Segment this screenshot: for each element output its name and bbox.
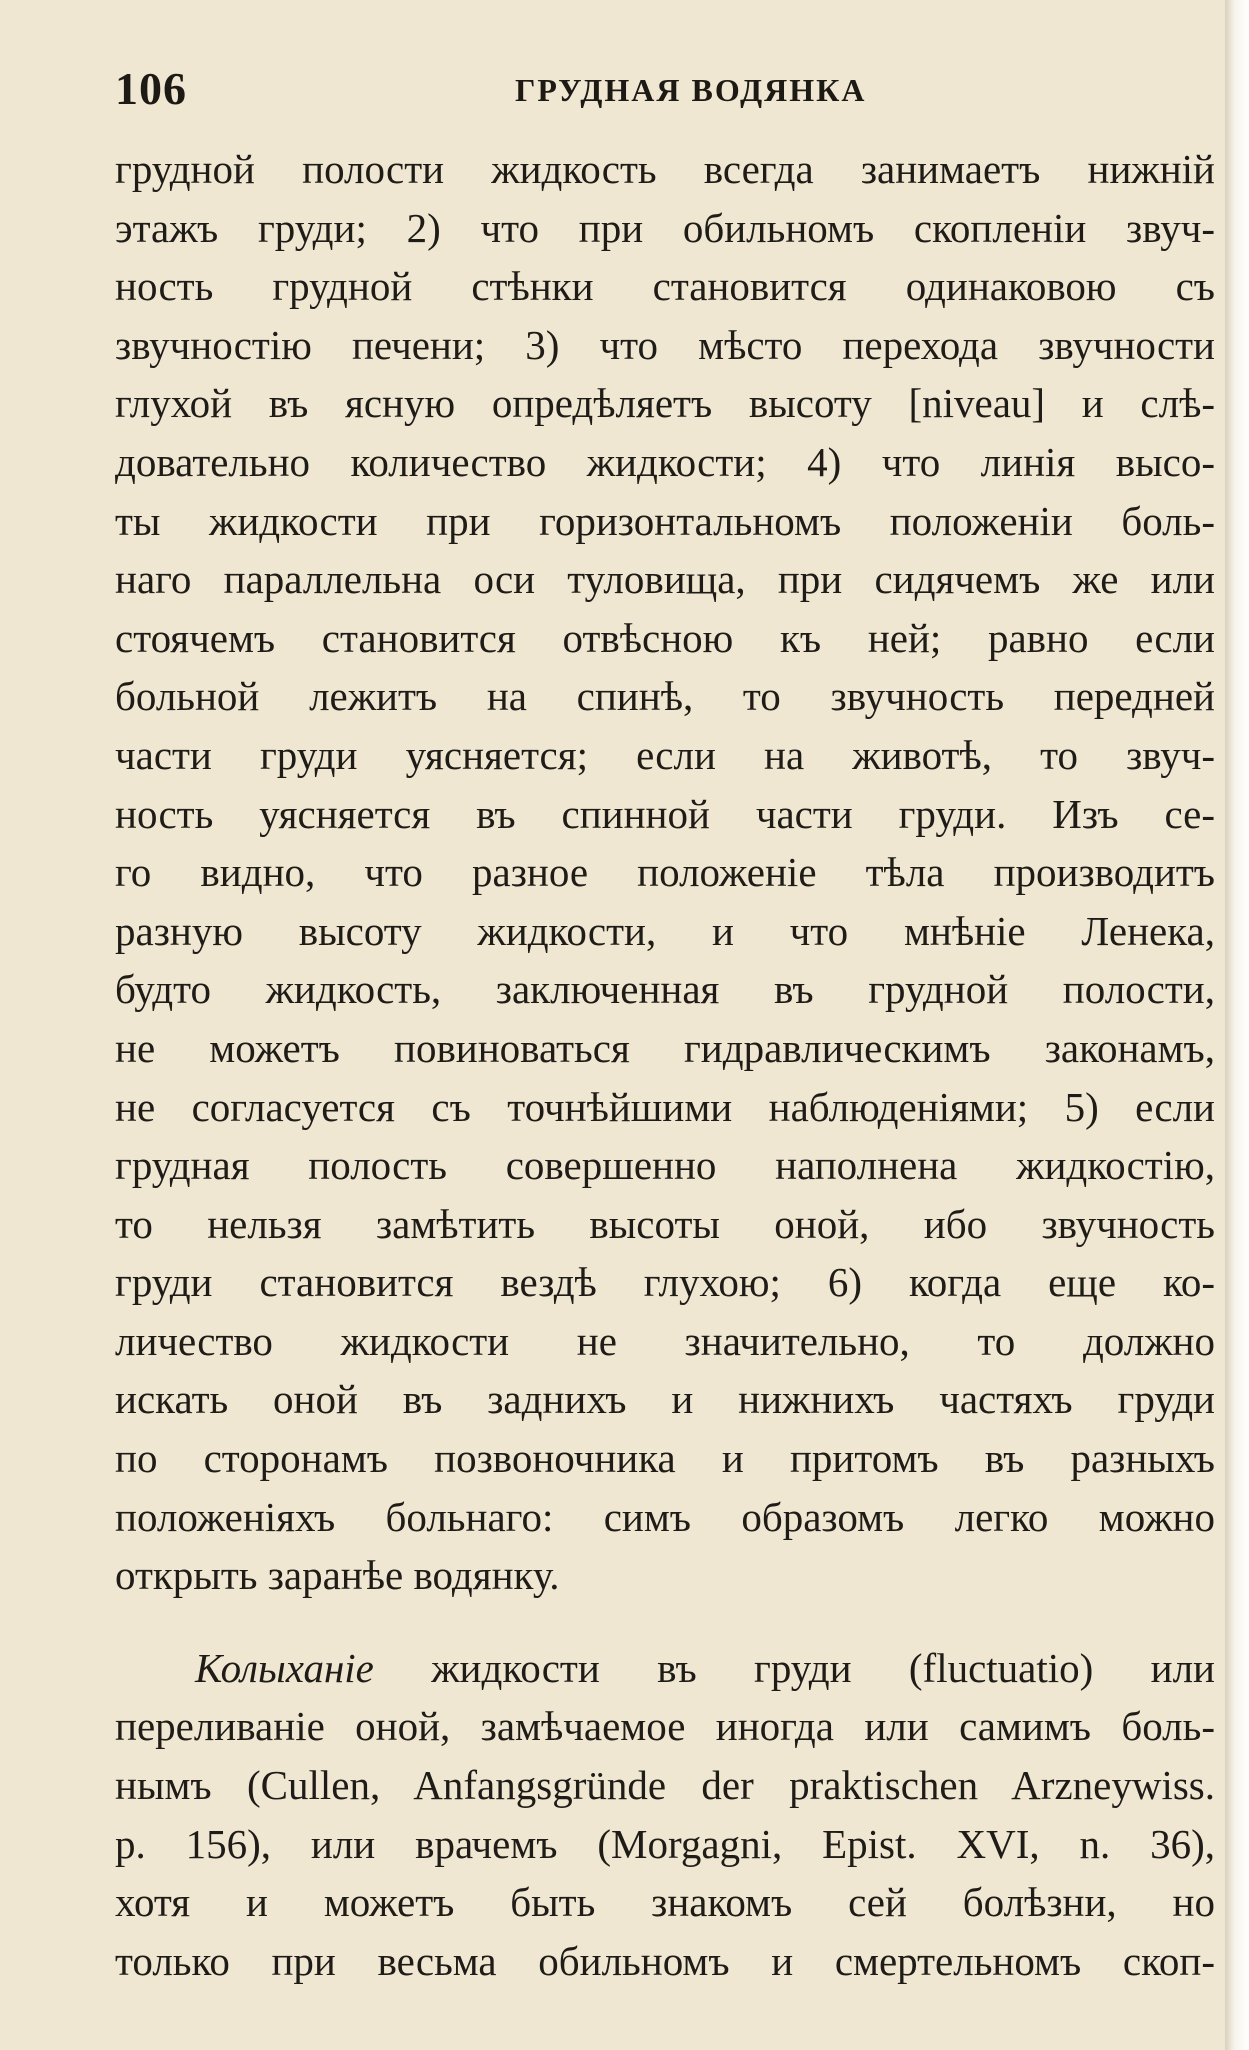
text-line: искать оной въ заднихъ и нижнихъ частяхъ груди xyxy=(115,1376,1215,1423)
page-number: 106 xyxy=(115,63,187,114)
text-line: грудной полости жидкость всегда занимаетъ нижній xyxy=(115,146,1215,192)
text-line: личество жидкости не значительно, то должно xyxy=(115,1317,1215,1364)
text-line: ность грудной стѣнки становится одинаковою съ xyxy=(115,263,1215,310)
text-line: ты жидкости при горизонтальномъ положеніи боль- xyxy=(115,497,1215,544)
page-edge xyxy=(1225,0,1249,2050)
text-line: хотя и можетъ быть знакомъ сей болѣзни, но xyxy=(115,1879,1215,1926)
text-line: нымъ (Cullen, Anfangsgründe der praktischen Arzneywiss. xyxy=(115,1762,1215,1809)
text-line: стоячемъ становится отвѣсною къ ней; равно если xyxy=(115,614,1215,661)
text-line: наго параллельна оси туловища, при сидячемъ же или xyxy=(115,556,1215,603)
text-line: по сторонамъ позвоночника и притомъ въ разныхъ xyxy=(115,1435,1215,1482)
text-line: ность уясняется въ спинной части груди. Изъ се- xyxy=(115,790,1215,837)
text-line: звучностію печени; 3) что мѣсто перехода звучности xyxy=(115,321,1215,368)
paragraph-2 xyxy=(115,1639,1215,1991)
text-line: больной лежитъ на спинѣ, то звучность передней xyxy=(115,673,1215,720)
text-line: не согласуется съ точнѣйшими наблюденіями; 5) если xyxy=(115,1083,1215,1130)
text-line: то нельзя замѣтить высоты оной, ибо звучность xyxy=(115,1200,1215,1247)
text-line: этажъ груди; 2) что при обильномъ скопленіи звуч- xyxy=(115,204,1215,251)
text-line: грудная полость совершенно наполнена жидкостію, xyxy=(115,1142,1215,1189)
text-line: p. 156), или врачемъ (Morgagni, Epist. XVI, n. 36), xyxy=(115,1820,1215,1867)
text-line: глухой въ ясную опредѣляетъ высоту [niveau] и слѣ- xyxy=(115,380,1215,427)
text-line: не можетъ повиноваться гидравлическимъ законамъ, xyxy=(115,1024,1215,1071)
paragraph-1 xyxy=(115,140,1215,1605)
text-line: будто жидкость, заключенная въ грудной полости, xyxy=(115,966,1215,1013)
text-line: переливаніе оной, замѣчаемое иногда или самимъ боль- xyxy=(115,1703,1215,1750)
running-title: ГРУДНАЯ ВОДЯНКА xyxy=(515,72,867,108)
text-line: открыть заранѣе водянку. xyxy=(115,1552,560,1599)
emphasized-term: Колыханіе xyxy=(195,1644,374,1691)
paragraph-gap xyxy=(115,1605,1215,1639)
text-line: го видно, что разное положеніе тѣла производитъ xyxy=(115,849,1215,896)
text-line xyxy=(115,1639,1215,1698)
text-line: груди становится вездѣ глухою; 6) когда еще ко- xyxy=(115,1259,1215,1306)
text-line: положеніяхъ больнаго: симъ образомъ легко можно xyxy=(115,1493,1215,1540)
text-line: части груди уясняется; если на животѣ, то звуч- xyxy=(115,731,1215,778)
body-text xyxy=(115,140,1215,1990)
text-line: довательно количество жидкости; 4) что линія высо- xyxy=(115,438,1215,485)
page-header xyxy=(115,62,1215,122)
text-line: только при весьма обильномъ и смертельномъ скоп- xyxy=(115,1937,1215,1984)
text-line: разную высоту жидкости, и что мнѣніе Ленека, xyxy=(115,907,1215,954)
text-fragment: жидкости въ груди (fluctuatio) или xyxy=(431,1644,1215,1691)
